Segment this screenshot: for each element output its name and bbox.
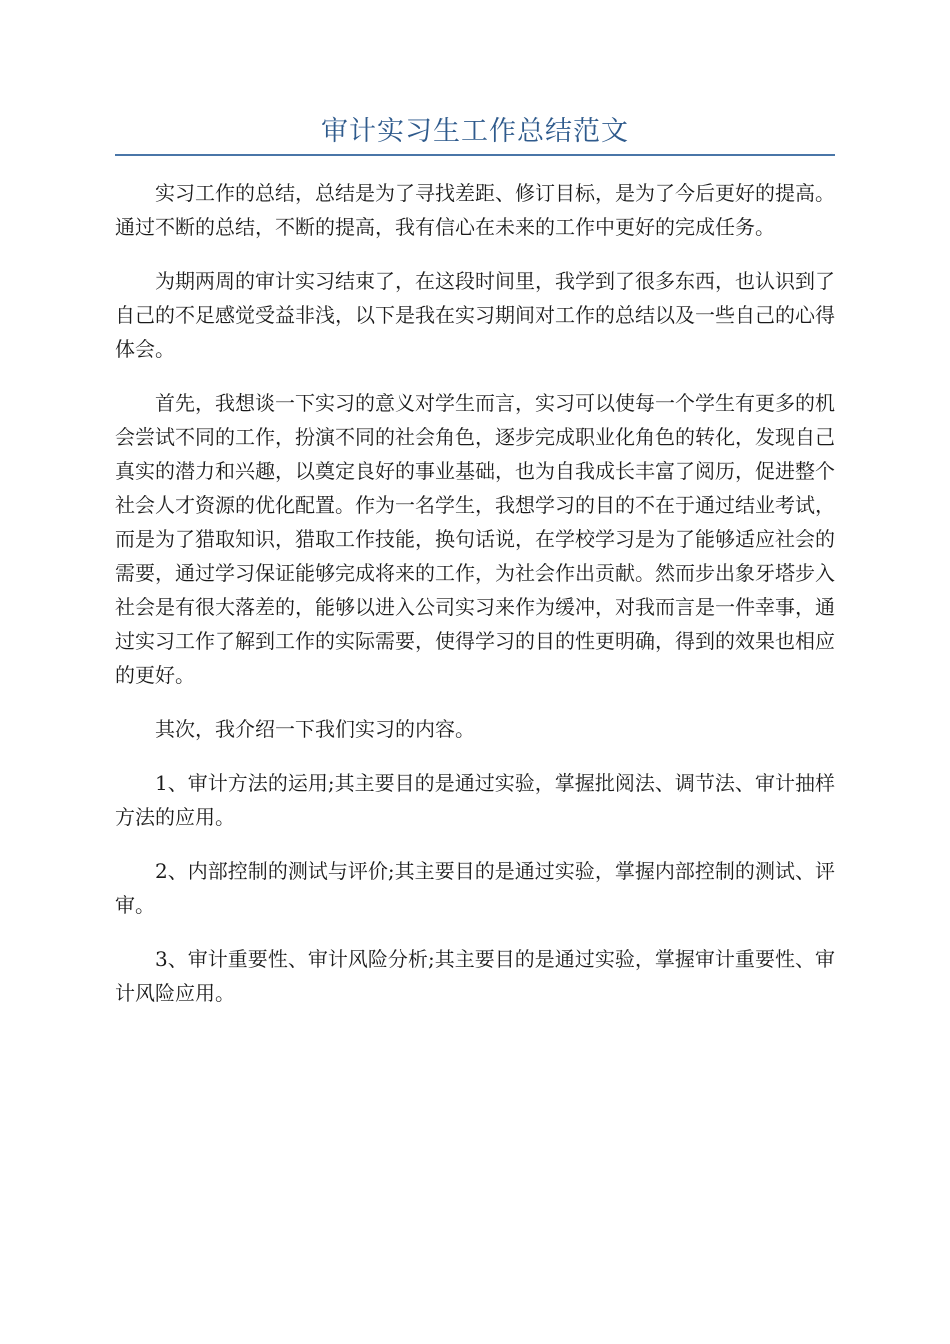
list-item-paragraph: 2、内部控制的测试与评价;其主要目的是通过实验，掌握内部控制的测试、评审。 [115,859,835,917]
list-item-paragraph: 3、审计重要性、审计风险分析;其主要目的是通过实验，掌握审计重要性、审计风险应用。 [115,947,835,1005]
title-underline [115,154,835,156]
paragraph: 其次，我介绍一下我们实习的内容。 [155,717,475,741]
paragraph: 首先，我想谈一下实习的意义对学生而言，实习可以使每一个学生有更多的机会尝试不同的工作，扮演不同的社会角色，逐步完成职业化角色的转化，发现自己真实的潜力和兴趣，以奠定良好的事业基础，也为自我成长丰富了阅历，促进整个社会人才资源的优化配置。作为一名学生，我想学习的目的不在于通过结业考试，而是为了猎取知识，猎取工作技能，换句话说，在学校学习是为了能够适应社会的需要，通过学习保证能够完成将来的工作，为社会作出贡献。然而步出象牙塔步入社会是有很大落差的，能够以进入公司实习来作为缓冲，对我而言是一件幸事，通过实习工作了解到工作的实际需要，使得学习的目的性更明确，得到的效果也相应的更好。 [115,391,835,687]
list-item-paragraph: 1、审计方法的运用;其主要目的是通过实验，掌握批阅法、调节法、审计抽样方法的应用。 [115,771,835,829]
document-body [115,176,835,1030]
paragraph: 实习工作的总结，总结是为了寻找差距、修订目标，是为了今后更好的提高。通过不断的总结，不断的提高，我有信心在未来的工作中更好的完成任务。 [115,181,835,239]
paragraph: 为期两周的审计实习结束了，在这段时间里，我学到了很多东西，也认识到了自己的不足感觉受益非浅，以下是我在实习期间对工作的总结以及一些自己的心得体会。 [115,269,835,361]
document-title: 审计实习生工作总结范文 [321,116,629,147]
